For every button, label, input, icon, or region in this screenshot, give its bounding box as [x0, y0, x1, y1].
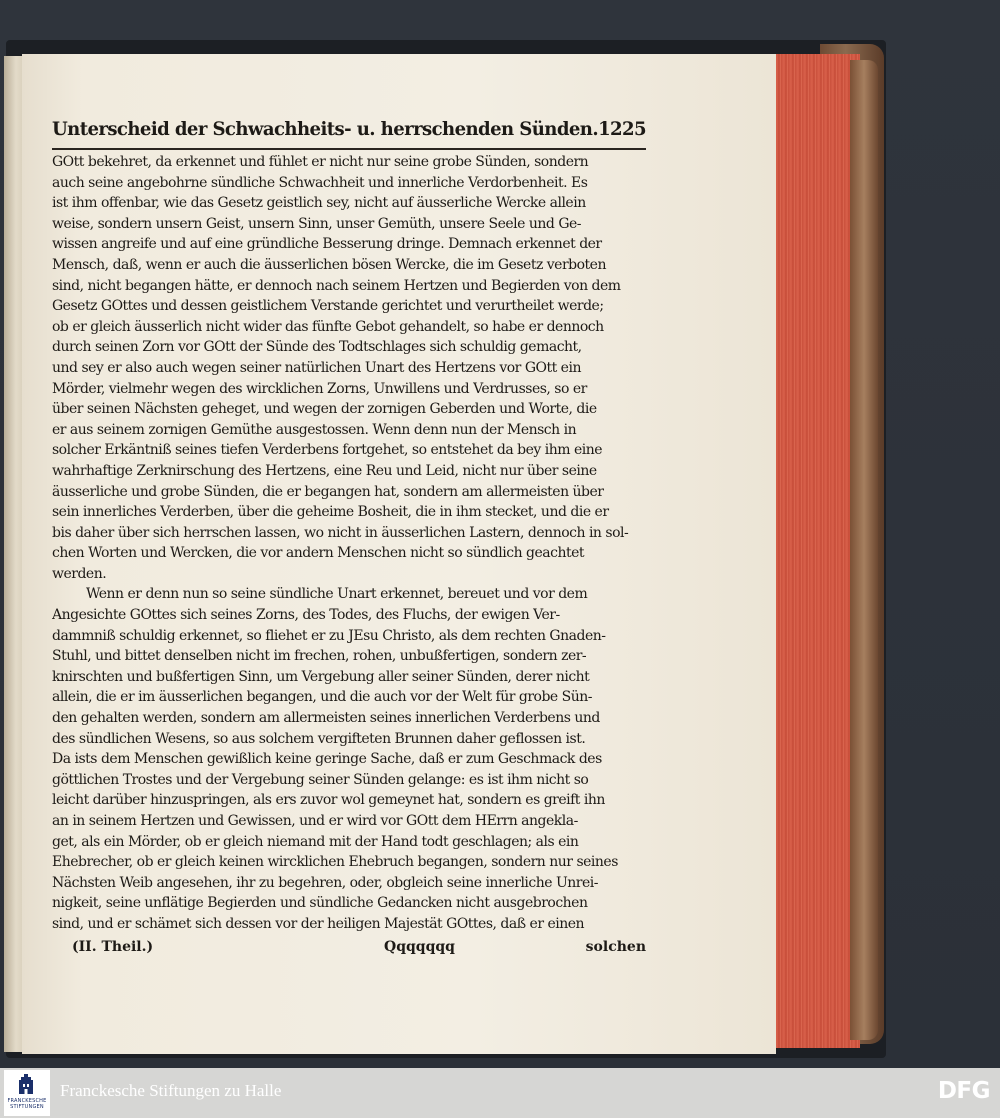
institution-name[interactable]: Franckesche Stiftungen zu Halle: [60, 1081, 282, 1100]
logo-text: [5, 1098, 49, 1110]
text-line: bis daher über sich herrschen lassen, wo nicht in äusserlichen Lastern, dennoch in sol-: [52, 524, 629, 541]
text-line: Wenn er denn nun so seine sündliche Unart erkennet, bereuet und vor dem: [86, 586, 588, 603]
text-line: durch seinen Zorn vor GOtt der Sünde des Todtschlages sich schuldig gemacht,: [52, 339, 582, 356]
text-line: wahrhaftige Zerknirschung des Hertzens, eine Reu und Leid, nicht nur über seine: [52, 462, 597, 479]
text-line: wissen angreife und auf eine gründliche Besserung dringe. Demnach erkennet der: [52, 236, 602, 253]
text-line: über seinen Nächsten geheget, und wegen der zornigen Geberden und Worte, die: [52, 401, 597, 418]
text-line: Mörder, vielmehr wegen des wircklichen Zorns, Unwillens und Verdrusses, so er: [52, 380, 587, 397]
text-line: Gesetz GOttes und dessen geistlichem Verstande gerichtet und verurtheilet werde;: [52, 298, 604, 315]
text-line: ist ihm offenbar, wie das Gesetz geistlich sey, nicht auf äusserliche Wercke allein: [52, 195, 586, 212]
viewer-footer-bar: [0, 1068, 1000, 1118]
body-text: [52, 152, 646, 935]
text-line: nigkeit, seine unflätige Begierden und sündliche Gedancken nicht ausgebrochen: [52, 895, 588, 912]
text-line: weise, sondern unsern Geist, unsern Sinn, unser Gemüth, unsere Seele und Ge-: [52, 215, 582, 232]
text-line: und sey er also auch wegen seiner natürlichen Unart des Hertzens vor GOtt ein: [52, 359, 581, 376]
text-line: äusserliche und grobe Sünden, die er begangen hat, sondern am allermeisten über: [52, 483, 604, 500]
volume-label: (II. Theil.): [72, 938, 154, 955]
text-line: Mensch, daß, wenn er auch die äusserlichen bösen Wercke, die im Gesetz verboten: [52, 256, 606, 273]
text-line: chen Worten und Wercken, die vor andern Menschen nicht so sündlich geachtet: [52, 545, 585, 562]
page-text-block: [52, 112, 646, 961]
logo-text-line-2: STIFTUNGEN: [10, 1104, 44, 1110]
text-line: sind, nicht begangen hätte, er dennoch nach seinem Hertzen und Begierden von dem: [52, 277, 621, 294]
catchword: solchen: [585, 938, 646, 955]
text-line: des sündlichen Wesens, so aus solchem vergifteten Brunnen daher geflossen ist.: [52, 730, 586, 747]
facing-page-edge: [4, 56, 24, 1052]
running-head-title: Unterscheid der Schwachheits- u. herrschenden Sünden.: [52, 119, 599, 140]
logo-text-line-1: FRANCKESCHE: [7, 1098, 47, 1104]
signature-mark: Qqqqqqq: [384, 938, 455, 955]
franckesche-logo-icon: [17, 1074, 35, 1096]
text-line: knirschten und bußfertigen Sinn, um Vergebung aller seiner Sünden, derer nicht: [52, 668, 590, 685]
franckesche-logo[interactable]: [4, 1070, 50, 1116]
text-line: den gehalten werden, sondern am allermeisten seines innerlichen Verderbens und: [52, 710, 600, 727]
text-line: Ehebrecher, ob er gleich keinen wircklichen Ehebruch begangen, sondern nur seines: [52, 854, 618, 871]
running-head: [52, 112, 647, 148]
head-rule: [52, 148, 646, 150]
text-line: leicht darüber hinzuspringen, als ers zuvor wol gemeynet hat, sondern es greift ihn: [52, 792, 605, 809]
text-line: auch seine angebohrne sündliche Schwachheit und innerliche Verdorbenheit. Es: [52, 174, 588, 191]
text-line: ob er gleich äusserlich nicht wider das fünfte Gebot gehandelt, so habe er dennoch: [52, 318, 604, 335]
text-line: Stuhl, und bittet denselben nicht im frechen, rohen, unbußfertigen, sondern zer-: [52, 648, 587, 665]
text-line: Da ists dem Menschen gewißlich keine geringe Sache, daß er zum Geschmack des: [52, 751, 602, 768]
text-line: er aus seinem zornigen Gemüthe ausgestossen. Wenn denn nun der Mensch in: [52, 421, 577, 438]
text-line: solcher Erkäntniß seines tiefen Verderbens fortgehet, so entstehet da bey ihm eine: [52, 442, 603, 459]
text-line: an in seinem Hertzen und Gewissen, und er wird vor GOtt dem HErrn angekla-: [52, 813, 578, 829]
page-edges-red: [772, 54, 860, 1048]
page-footer: [52, 935, 646, 961]
dfg-logo[interactable]: DFG: [937, 1078, 990, 1104]
text-line: GOtt bekehret, da erkennet und fühlet er nicht nur seine grobe Sünden, sondern: [52, 154, 589, 170]
book-spine-shade: [850, 60, 878, 1040]
text-line: werden.: [52, 565, 107, 582]
text-line: allein, die er im äusserlichen begangen, und die auch vor der Welt für grobe Sün-: [52, 689, 593, 706]
text-line: dammniß schuldig erkennet, so fliehet er zu JEsu Christo, als dem rechten Gnaden-: [52, 627, 606, 644]
text-line: göttlichen Trostes und der Vergebung seiner Sünden gelange: es ist ihm nicht so: [52, 771, 589, 788]
text-line: sein innerliches Verderben, über die geheime Bosheit, die in ihm stecket, und die er: [52, 504, 609, 521]
text-line: Nächsten Weib angesehen, ihr zu begehren, oder, obgleich seine innerliche Unrei-: [52, 874, 598, 891]
text-line: get, als ein Mörder, ob er gleich niemand mit der Hand todt geschlagen; als ein: [52, 833, 579, 850]
text-line: Angesichte GOttes sich seines Zorns, des Todes, des Fluchs, der ewigen Ver-: [52, 607, 560, 624]
text-line: sind, und er schämet sich dessen vor der heiligen Majestät GOttes, daß er einen: [52, 915, 585, 932]
page-number: 1225: [598, 119, 647, 140]
